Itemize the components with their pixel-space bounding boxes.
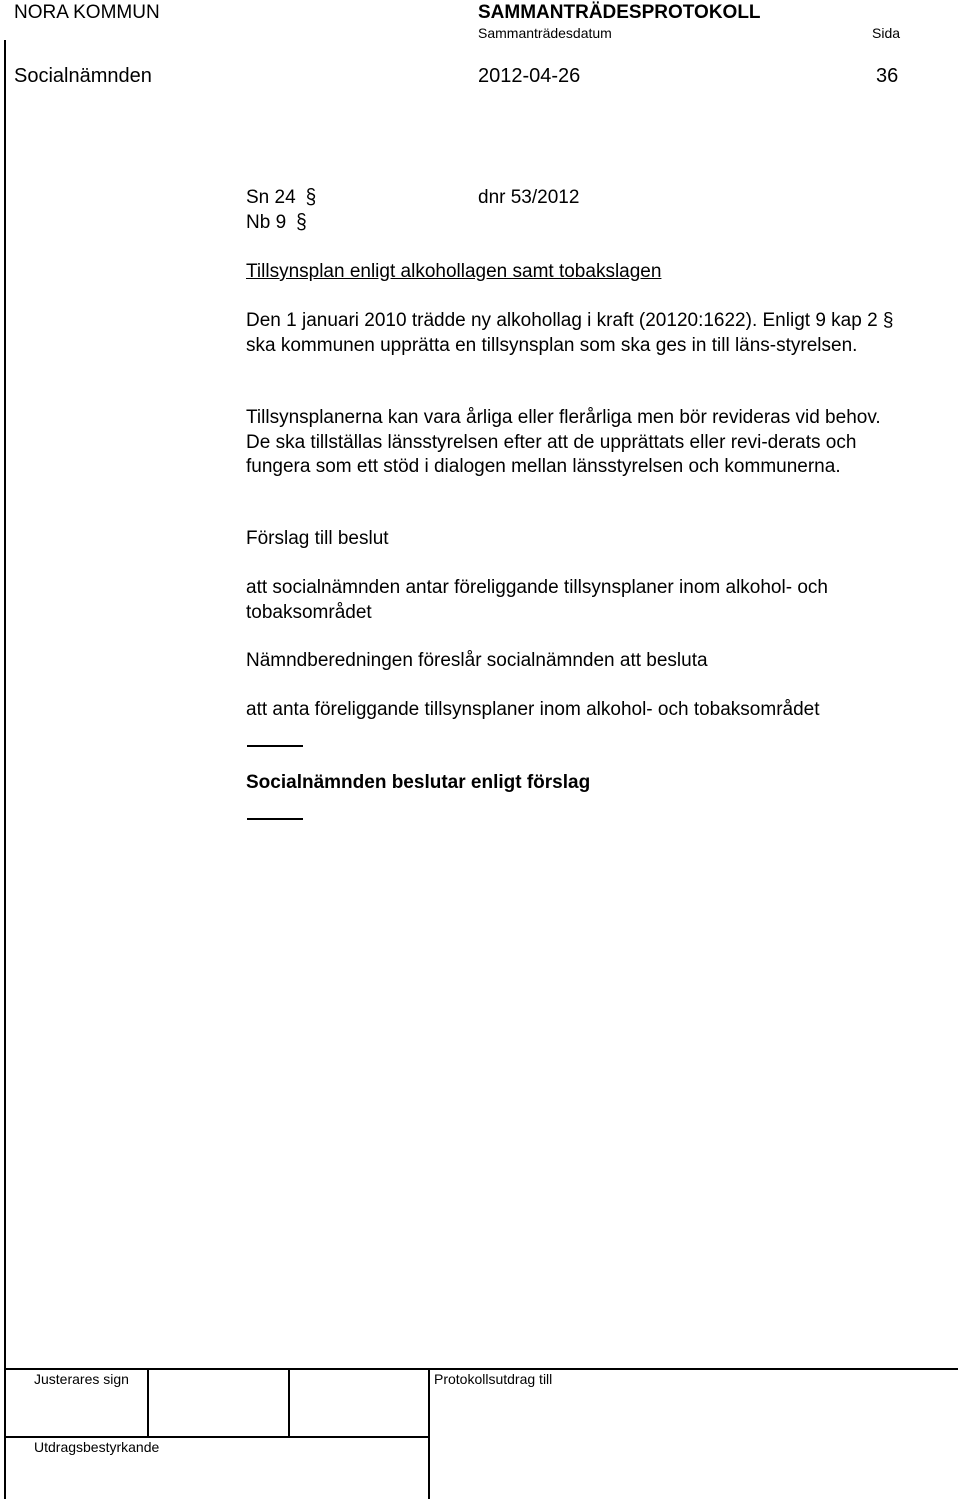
footer-divider [428, 1368, 430, 1499]
department-name: Socialnämnden [14, 65, 152, 87]
section-heading: Tillsynsplan enligt alkohollagen samt tobakslagen [246, 261, 662, 282]
footer-mid-rule [4, 1436, 428, 1438]
protocol-excerpt-label: Protokollsutdrag till [434, 1371, 553, 1387]
paragraph-plans: Tillsynsplanerna kan vara årliga eller flerårliga men bör revideras vid behov. De ska tillställas länsstyrelsen efter att de upprättats eller revi-derats och fungera som ett stöd i dialogen mellan länsstyrelsen och kommunerna. [246, 407, 881, 477]
footer-left-rule [4, 1368, 6, 1499]
left-margin-rule [4, 40, 6, 1370]
excerpt-certifier-label: Utdragsbestyrkande [34, 1439, 160, 1455]
proposal-heading: Förslag till beslut [246, 528, 389, 549]
page-number: 36 [876, 65, 899, 87]
section-sign-icon: § [296, 210, 307, 234]
committee-heading: Nämndberedningen föreslår socialnämnden att besluta [246, 650, 708, 671]
meeting-date-label: Sammanträdesdatum [478, 25, 612, 41]
case-sn-number: Sn 24 [246, 187, 296, 208]
decision-text: Socialnämnden beslutar enligt förslag [246, 772, 591, 793]
page-label: Sida [872, 25, 901, 41]
section-sign-icon: § [882, 310, 894, 331]
footer-divider [147, 1368, 149, 1436]
paragraph-intro-part1: Den 1 januari 2010 trädde ny alkohollag i kraft (20120:1622). Enligt 9 kap 2 [246, 310, 878, 331]
paragraph-intro [246, 309, 906, 358]
separator-line [247, 745, 303, 747]
signature-footer [4, 1368, 958, 1499]
paragraph-intro-part2: ska kommunen upprätta en tillsynsplan som ska ges in till läns-styrelsen. [246, 334, 858, 356]
meeting-date: 2012-04-26 [478, 65, 581, 87]
case-dnr: dnr 53/2012 [478, 187, 580, 208]
document-title: SAMMANTRÄDESPROTOKOLL [478, 2, 761, 23]
case-nb [246, 211, 307, 236]
separator-line [247, 818, 303, 820]
adjuster-sign-label: Justerares sign [34, 1371, 129, 1387]
section-sign-icon: § [305, 185, 317, 209]
footer-divider [288, 1368, 290, 1436]
committee-text: att anta föreliggande tillsynsplaner inom alkohol- och tobaksområdet [246, 699, 820, 720]
proposal-text: att socialnämnden antar föreliggande tillsynsplaner inom alkohol- och tobaksområdet [246, 577, 828, 623]
case-sn [246, 186, 316, 211]
case-nb-number: Nb 9 [246, 212, 287, 233]
organization-name: NORA KOMMUN [14, 2, 160, 23]
